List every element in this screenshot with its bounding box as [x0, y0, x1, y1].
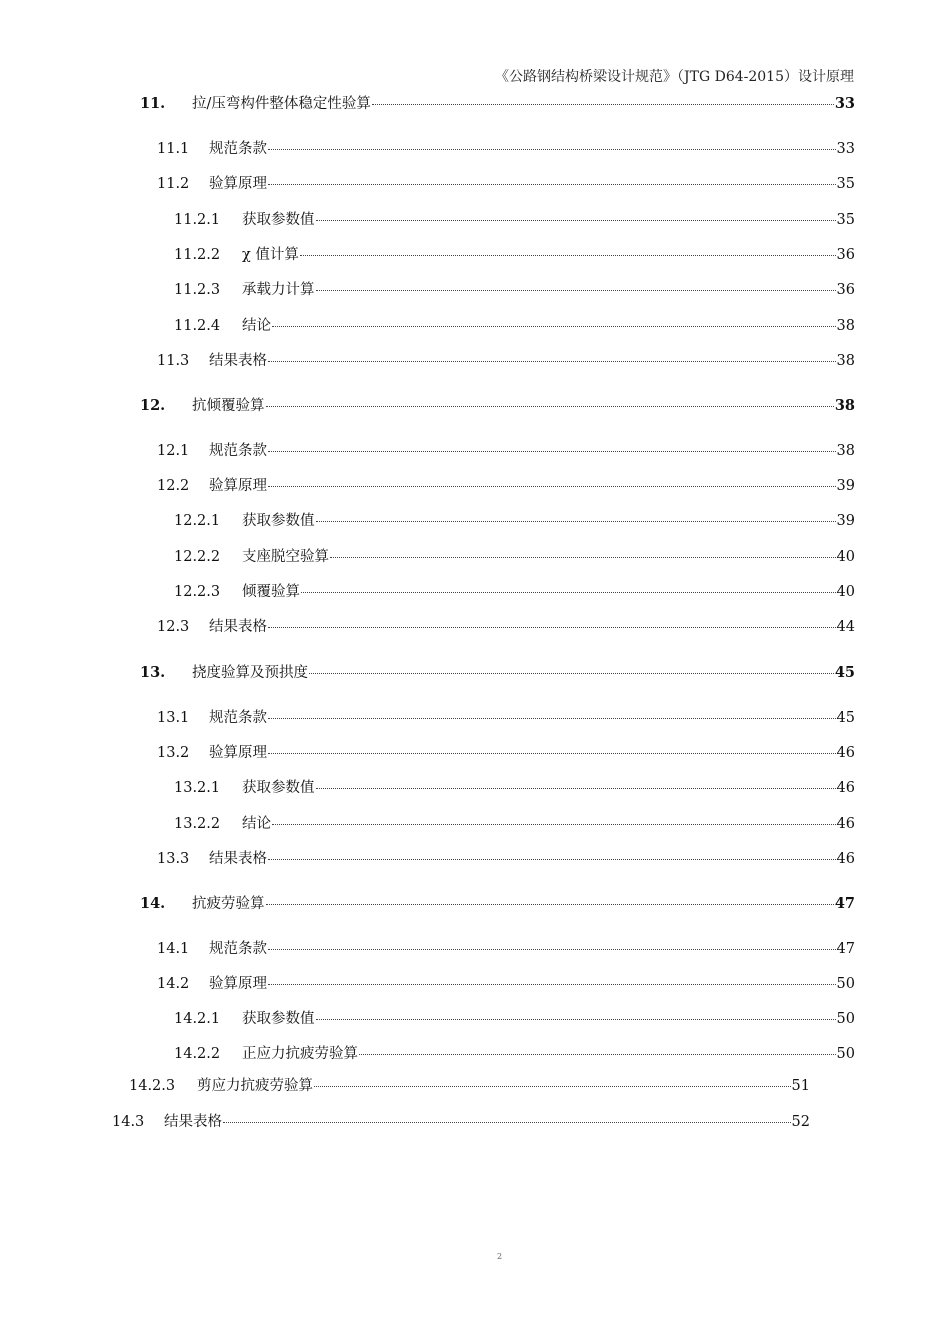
toc-entry-page: 40: [836, 584, 855, 600]
dot-leader: [330, 557, 836, 558]
toc-entry-title: 结果表格: [209, 619, 267, 635]
toc-entry-number: 11.2.4: [174, 318, 221, 334]
dot-leader: [268, 149, 836, 150]
dot-leader: [268, 984, 836, 985]
toc-entry[interactable]: [157, 937, 855, 958]
toc-entry-page: 46: [836, 780, 855, 796]
toc-entry-title: 剪应力抗疲劳验算: [197, 1078, 313, 1094]
toc-entry-title: 结果表格: [209, 851, 267, 867]
toc-entry-page: 33: [836, 141, 855, 157]
dot-leader: [316, 220, 836, 221]
toc-entry-number: 14.2: [157, 976, 190, 992]
dot-leader: [316, 521, 836, 522]
dot-leader: [268, 753, 836, 754]
toc-entry-number: 14.2.3: [129, 1078, 176, 1094]
dot-leader: [359, 1054, 836, 1055]
toc-entry-page: 35: [836, 176, 855, 192]
toc-entry-title: 验算原理: [209, 745, 267, 761]
toc-entry-title: 结论: [242, 816, 271, 832]
toc-entry-page: 39: [836, 478, 855, 494]
toc-entry-number: 12.: [140, 397, 166, 414]
toc-entry-title: 规范条款: [209, 941, 267, 957]
toc-entry[interactable]: [157, 137, 855, 158]
dot-leader: [223, 1122, 791, 1123]
toc-entry-title: 结论: [242, 318, 271, 334]
toc-entry-number: 13.2: [157, 745, 190, 761]
toc-entry-number: 11.2.3: [174, 282, 221, 298]
dot-leader: [268, 949, 836, 950]
toc-entry[interactable]: [157, 847, 855, 868]
dot-leader: [266, 904, 834, 905]
toc-entry-page: 39: [836, 513, 855, 529]
toc-entry[interactable]: [140, 92, 855, 113]
toc-entry-title: 支座脱空验算: [242, 549, 329, 565]
toc-entry-title: 验算原理: [209, 478, 267, 494]
toc-entry-page: 40: [836, 549, 855, 565]
toc-entry-page: 45: [834, 664, 855, 681]
toc-entry[interactable]: [157, 439, 855, 460]
dot-leader: [268, 859, 836, 860]
dot-leader: [266, 406, 834, 407]
toc-entry-title: 抗疲劳验算: [192, 896, 265, 912]
toc-entry[interactable]: [157, 615, 855, 636]
toc-entry-number: 11.3: [157, 353, 190, 369]
toc-entry[interactable]: [157, 474, 855, 495]
toc-entry-number: 12.2.1: [174, 513, 221, 529]
toc-entry-title: 规范条款: [209, 141, 267, 157]
toc-entry-number: 14.2.2: [174, 1046, 221, 1062]
dot-leader: [372, 104, 834, 105]
toc-entry-title: 抗倾覆验算: [192, 398, 265, 414]
dot-leader: [314, 1086, 791, 1087]
toc-entry[interactable]: [129, 1074, 810, 1095]
toc-entry-page: 38: [836, 353, 855, 369]
toc-entry-page: 50: [836, 976, 855, 992]
toc-entry[interactable]: [174, 580, 855, 601]
dot-leader: [268, 718, 836, 719]
dot-leader: [316, 1019, 836, 1020]
dot-leader: [268, 361, 836, 362]
toc-entry-title: χ 值计算: [242, 247, 299, 263]
toc-entry-title: 获取参数值: [242, 780, 315, 796]
toc-entry-title: 规范条款: [209, 443, 267, 459]
toc-entry-page: 50: [836, 1011, 855, 1027]
toc-entry-title: 规范条款: [209, 710, 267, 726]
toc-entry-number: 13.2.1: [174, 780, 221, 796]
toc-entry-number: 13.: [140, 664, 166, 681]
toc-entry-title: 获取参数值: [242, 1011, 315, 1027]
toc-entry-number: 11.2.2: [174, 247, 221, 263]
toc-entry-page: 38: [836, 318, 855, 334]
toc-entry-title: 承载力计算: [242, 282, 315, 298]
toc-entry-title: 挠度验算及预拱度: [192, 665, 308, 681]
toc-entry-page: 33: [834, 95, 855, 112]
toc-entry-number: 12.1: [157, 443, 190, 459]
toc-entry-page: 45: [836, 710, 855, 726]
page-number: 2: [497, 1252, 503, 1261]
toc-entry-number: 11.1: [157, 141, 190, 157]
toc-entry[interactable]: [174, 1007, 855, 1028]
toc-entry-page: 35: [836, 212, 855, 228]
toc-entry-title: 验算原理: [209, 176, 267, 192]
toc-entry-title: 验算原理: [209, 976, 267, 992]
toc-entry[interactable]: [157, 706, 855, 727]
toc-entry[interactable]: [157, 741, 855, 762]
toc-entry-page: 44: [836, 619, 855, 635]
toc-entry[interactable]: [140, 661, 855, 682]
toc-entry-page: 36: [836, 247, 855, 263]
toc-entry-number: 12.3: [157, 619, 190, 635]
toc-entry[interactable]: [174, 776, 855, 797]
dot-leader: [268, 486, 836, 487]
toc-entry-number: 13.1: [157, 710, 190, 726]
dot-leader: [316, 290, 836, 291]
toc-entry[interactable]: [140, 892, 855, 913]
toc-entry[interactable]: [174, 545, 855, 566]
toc-entry-page: 47: [834, 895, 855, 912]
toc-entry-page: 46: [836, 851, 855, 867]
toc-entry-title: 结果表格: [164, 1114, 222, 1130]
toc-entry-page: 52: [791, 1114, 810, 1130]
dot-leader: [272, 824, 836, 825]
toc-entry[interactable]: [157, 349, 855, 370]
toc-entry-page: 36: [836, 282, 855, 298]
toc-entry-number: 12.2.2: [174, 549, 221, 565]
toc-entry-page: 38: [836, 443, 855, 459]
toc-entry[interactable]: [157, 172, 855, 193]
toc-entry-number: 12.2: [157, 478, 190, 494]
toc-entry[interactable]: [174, 208, 855, 229]
toc-entry-page: 46: [836, 745, 855, 761]
toc-entry-title: 结果表格: [209, 353, 267, 369]
dot-leader: [300, 255, 836, 256]
toc-entry-title: 获取参数值: [242, 212, 315, 228]
toc-entry-number: 14.2.1: [174, 1011, 221, 1027]
toc-entry-title: 倾覆验算: [242, 584, 300, 600]
toc-entry-title: 拉/压弯构件整体稳定性验算: [192, 96, 371, 112]
toc-entry-number: 13.3: [157, 851, 190, 867]
dot-leader: [301, 592, 836, 593]
dot-leader: [268, 627, 836, 628]
toc-entry-page: 51: [791, 1078, 810, 1094]
toc-entry-number: 14.3: [112, 1114, 145, 1130]
dot-leader: [309, 673, 834, 674]
toc-entry-number: 11.: [140, 95, 166, 112]
toc-entry-page: 38: [834, 397, 855, 414]
toc-entry-page: 47: [836, 941, 855, 957]
toc-entry-title: 正应力抗疲劳验算: [242, 1046, 358, 1062]
dot-leader: [268, 184, 836, 185]
toc-entry-number: 14.1: [157, 941, 190, 957]
dot-leader: [316, 788, 836, 789]
page-header: 《公路钢结构桥梁设计规范》（JTG D64-2015）设计原理: [495, 69, 854, 85]
toc-entry-number: 11.2: [157, 176, 190, 192]
toc-entry[interactable]: [112, 1110, 810, 1131]
toc-entry-number: 12.2.3: [174, 584, 221, 600]
toc-entry-title: 获取参数值: [242, 513, 315, 529]
toc-entry[interactable]: [174, 314, 855, 335]
toc-entry-number: 14.: [140, 895, 166, 912]
toc-entry-number: 11.2.1: [174, 212, 221, 228]
toc-entry[interactable]: [157, 972, 855, 993]
dot-leader: [272, 326, 836, 327]
toc-entry[interactable]: [174, 812, 855, 833]
toc-entry[interactable]: [174, 243, 855, 264]
toc-entry[interactable]: [174, 509, 855, 530]
toc-entry[interactable]: [174, 278, 855, 299]
dot-leader: [268, 451, 836, 452]
toc-entry[interactable]: [140, 394, 855, 415]
toc-entry[interactable]: [174, 1042, 855, 1063]
toc-entry-number: 13.2.2: [174, 816, 221, 832]
toc-entry-page: 46: [836, 816, 855, 832]
toc-entry-page: 50: [836, 1046, 855, 1062]
